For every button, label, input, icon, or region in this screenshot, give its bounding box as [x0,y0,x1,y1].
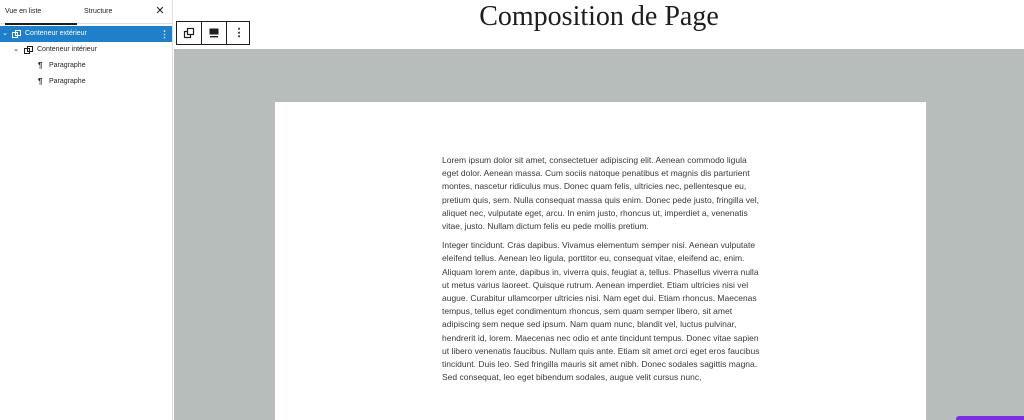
more-options-icon[interactable]: ⋮ [160,29,169,39]
paragraph-icon: ¶ [38,77,43,86]
list-item-label: Conteneur intérieur [37,46,97,53]
tab-list-view[interactable]: Vue en liste [5,0,77,24]
list-item-outer-container[interactable] [0,26,172,42]
align-icon [202,22,226,44]
panel-tabs [0,0,172,24]
list-item-paragraph[interactable] [0,74,172,90]
group-block-icon [177,22,201,44]
page-canvas [275,102,926,420]
content-column [442,154,760,390]
list-item-label: Paragraphe [49,78,86,85]
list-view-panel [0,0,173,420]
group-block-icon [24,46,33,54]
list-item-label: Paragraphe [49,62,86,69]
alignment-button[interactable] [202,22,226,44]
chevron-down-icon[interactable]: ⌄ [13,46,19,53]
transform-block-button[interactable] [177,22,201,44]
paragraph-block[interactable]: Integer tincidunt. Cras dapibus. Vivamus elementum semper nisi. Aenean vulputate eleifend tellus. Aenean leo ligula, porttitor eu, consequat vitae, eleifend ac, enim. Aliquam lorem ante, dapibus in, viverra quis, feugiat a, tellus. Phasellus viverra nulla ut metus varius laoreet. Quisque rutrum. Aenean imperdiet. Etiam ultricies nisi vel augue. Curabitur ullamcorper ultricies nisi. Nam eget dui. Etiam rhoncus. Maecenas tempus, tellus eget condimentum rhoncus, sem quam semper libero, sit amet adipiscing sem neque sed ipsum. Nam quam nunc, blandit vel, luctus pulvinar, hendrerit id, lorem. Maecenas nec odio et ante tincidunt tempus. Donec vitae sapien ut libero venenatis faucibus. Nullam quis ante. Etiam sit amet orci eget eros faucibus tincidunt. Duis leo. Sed fringilla mauris sit amet nibh. Donec sodales sagittis magna. Sed consequat, leo eget bibendum sodales, augue velit cursus nunc, [442,240,760,383]
group-block-icon [12,30,21,38]
accent-bar [956,416,1024,420]
title-bar [174,0,1024,49]
list-item-label: Conteneur extérieur [25,30,87,37]
block-toolbar [176,21,250,45]
paragraph-block[interactable]: Lorem ipsum dolor sit amet, consectetuer adipiscing elit. Aenean commodo ligula eget dolor. Aenean massa. Cum sociis natoque penatibus et magnis dis parturient montes, nascetur ridiculus mus. Donec quam felis, ultricies nec, pellentesque eu, pretium quis, sem. Nulla consequat massa quis enim. Donec pede justo, fringilla vel, aliquet nec, vulputate eget, arcu. In enim justo, rhoncus ut, imperdiet a, venenatis vitae, justo. Nullam dictum felis eu pede mollis pretium. [442,155,760,232]
tab-structure[interactable]: Structure [84,8,113,15]
editor-area [174,0,1024,420]
list-item-paragraph[interactable] [0,58,172,74]
page-title[interactable]: Composition de Page [479,1,719,32]
list-item-inner-container[interactable] [0,42,172,58]
paragraph-icon: ¶ [38,61,43,70]
chevron-down-icon[interactable]: ⌄ [2,30,8,37]
close-panel-button[interactable]: ✕ [155,5,165,17]
more-options-button[interactable]: ⋮ [233,27,245,39]
